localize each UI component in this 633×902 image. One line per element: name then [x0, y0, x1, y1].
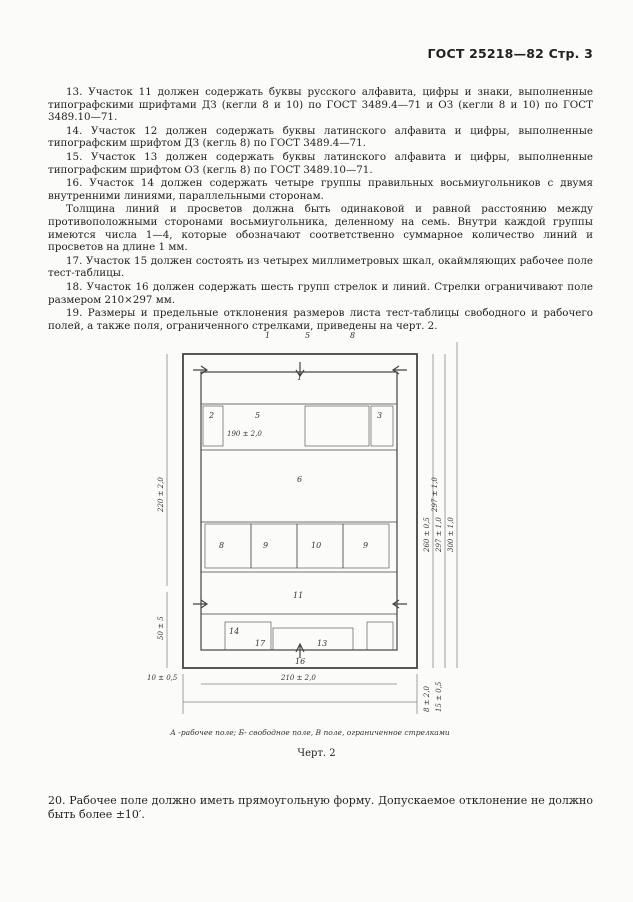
dimension-bottom-right-a: 8 ± 2,0	[423, 686, 431, 712]
top-label: 1	[265, 331, 271, 340]
figure-number: Черт. 2	[297, 748, 336, 759]
region-label: 6	[297, 475, 303, 484]
sheet-border	[183, 354, 417, 668]
paragraph-13: 13. Участок 11 должен содержать буквы русского алфавита, цифры и знаки, выполненные типографскими шрифтами ДЗ (кегли 8 и 10) по ГОСТ 3489.4—71 и ОЗ (кегли 8 и 10) по ГОСТ 3489.10—71.	[48, 86, 593, 124]
paragraph-20-block	[48, 794, 593, 822]
region-label: 13	[317, 639, 328, 648]
page-header: ГОСТ 25218—82 Стр. 3	[427, 46, 593, 61]
working-field	[201, 372, 397, 650]
region-label: 2	[209, 411, 215, 420]
region-label: 10	[311, 541, 322, 550]
region-label: 14	[229, 627, 240, 636]
dimension-right-d: 297 ± 1,0	[431, 477, 439, 512]
paragraph-16: 16. Участок 14 должен содержать четыре группы правильных восьмиугольников с двумя внутренними линиями, параллельными сторонам.	[48, 177, 593, 202]
region-label: 9	[263, 541, 269, 550]
paragraph-18: 18. Участок 16 должен содержать шесть групп стрелок и линий. Стрелки ограничивают поле размером 210×297 мм.	[48, 280, 593, 306]
region-label: 1	[297, 373, 303, 382]
dimension-right-c: 300 ± 1,0	[447, 517, 455, 552]
region-label: 16	[295, 657, 306, 666]
figure-caption: А -рабочее поле; Б- свободное поле, В поле, ограниченное стрелками	[170, 728, 450, 737]
dimension-inner-width: 190 ± 2,0	[227, 430, 262, 438]
dimension-bottom-right-b: 15 ± 0,5	[435, 681, 443, 712]
paragraph-14: 14. Участок 12 должен содержать буквы латинского алфавита и цифры, выполненные типографским шрифтом ДЗ (кегль 8) по ГОСТ 3489.4—71.	[48, 124, 593, 150]
dimension-left-lower: 50 ± 5	[157, 616, 165, 640]
top-label: 8	[350, 331, 356, 340]
test-table-diagram	[145, 322, 465, 742]
dimension-bottom-left: 10 ± 0,5	[147, 674, 178, 682]
region-label: 8	[219, 541, 225, 550]
paragraph-15: 15. Участок 13 должен содержать буквы латинского алфавита и цифры, выполненные типографским шрифтом ОЗ (кегль 8) по ГОСТ 3489.10—71.	[48, 150, 593, 176]
paragraph-17: 17. Участок 15 должен состоять из четырех миллиметровых шкал, окаймляющих рабочее поле тест-таблицы.	[48, 254, 593, 280]
region-label: 17	[255, 639, 266, 648]
figure-2-drawing	[145, 322, 465, 742]
region-label: 9	[363, 541, 369, 550]
top-label: 5	[305, 331, 311, 340]
region-label: 5	[255, 411, 261, 420]
region-label: 11	[293, 591, 304, 600]
dimension-bottom-width: 210 ± 2,0	[281, 674, 316, 682]
paragraph-19: 19. Размеры и предельные отклонения размеров листа тест-таблицы свободного и рабочего полей, а также поля, ограниченного стрелками, приведены на черт. 2.	[48, 307, 593, 332]
dimension-right-a: 260 ± 0,5	[423, 517, 431, 552]
paragraph-20: 20. Рабочее поле должно иметь прямоугольную форму. Допускаемое отклонение не должно быть более ±10′.	[48, 794, 593, 821]
paragraph-line-thickness: Толщина линий и просветов должна быть одинаковой и равной расстоянию между противоположными сторонами восьмиугольника, деленному на семь. Внутри каждой группы имеются числа 1—4, которые обозначают соответственно суммарное количество линий и просветов на длине 1 мм.	[48, 203, 593, 254]
dimension-left-upper: 220 ± 2,0	[157, 477, 165, 512]
dimension-right-b: 297 ± 1,0	[435, 517, 443, 552]
region-label: 3	[377, 411, 383, 420]
body-text	[48, 86, 593, 333]
